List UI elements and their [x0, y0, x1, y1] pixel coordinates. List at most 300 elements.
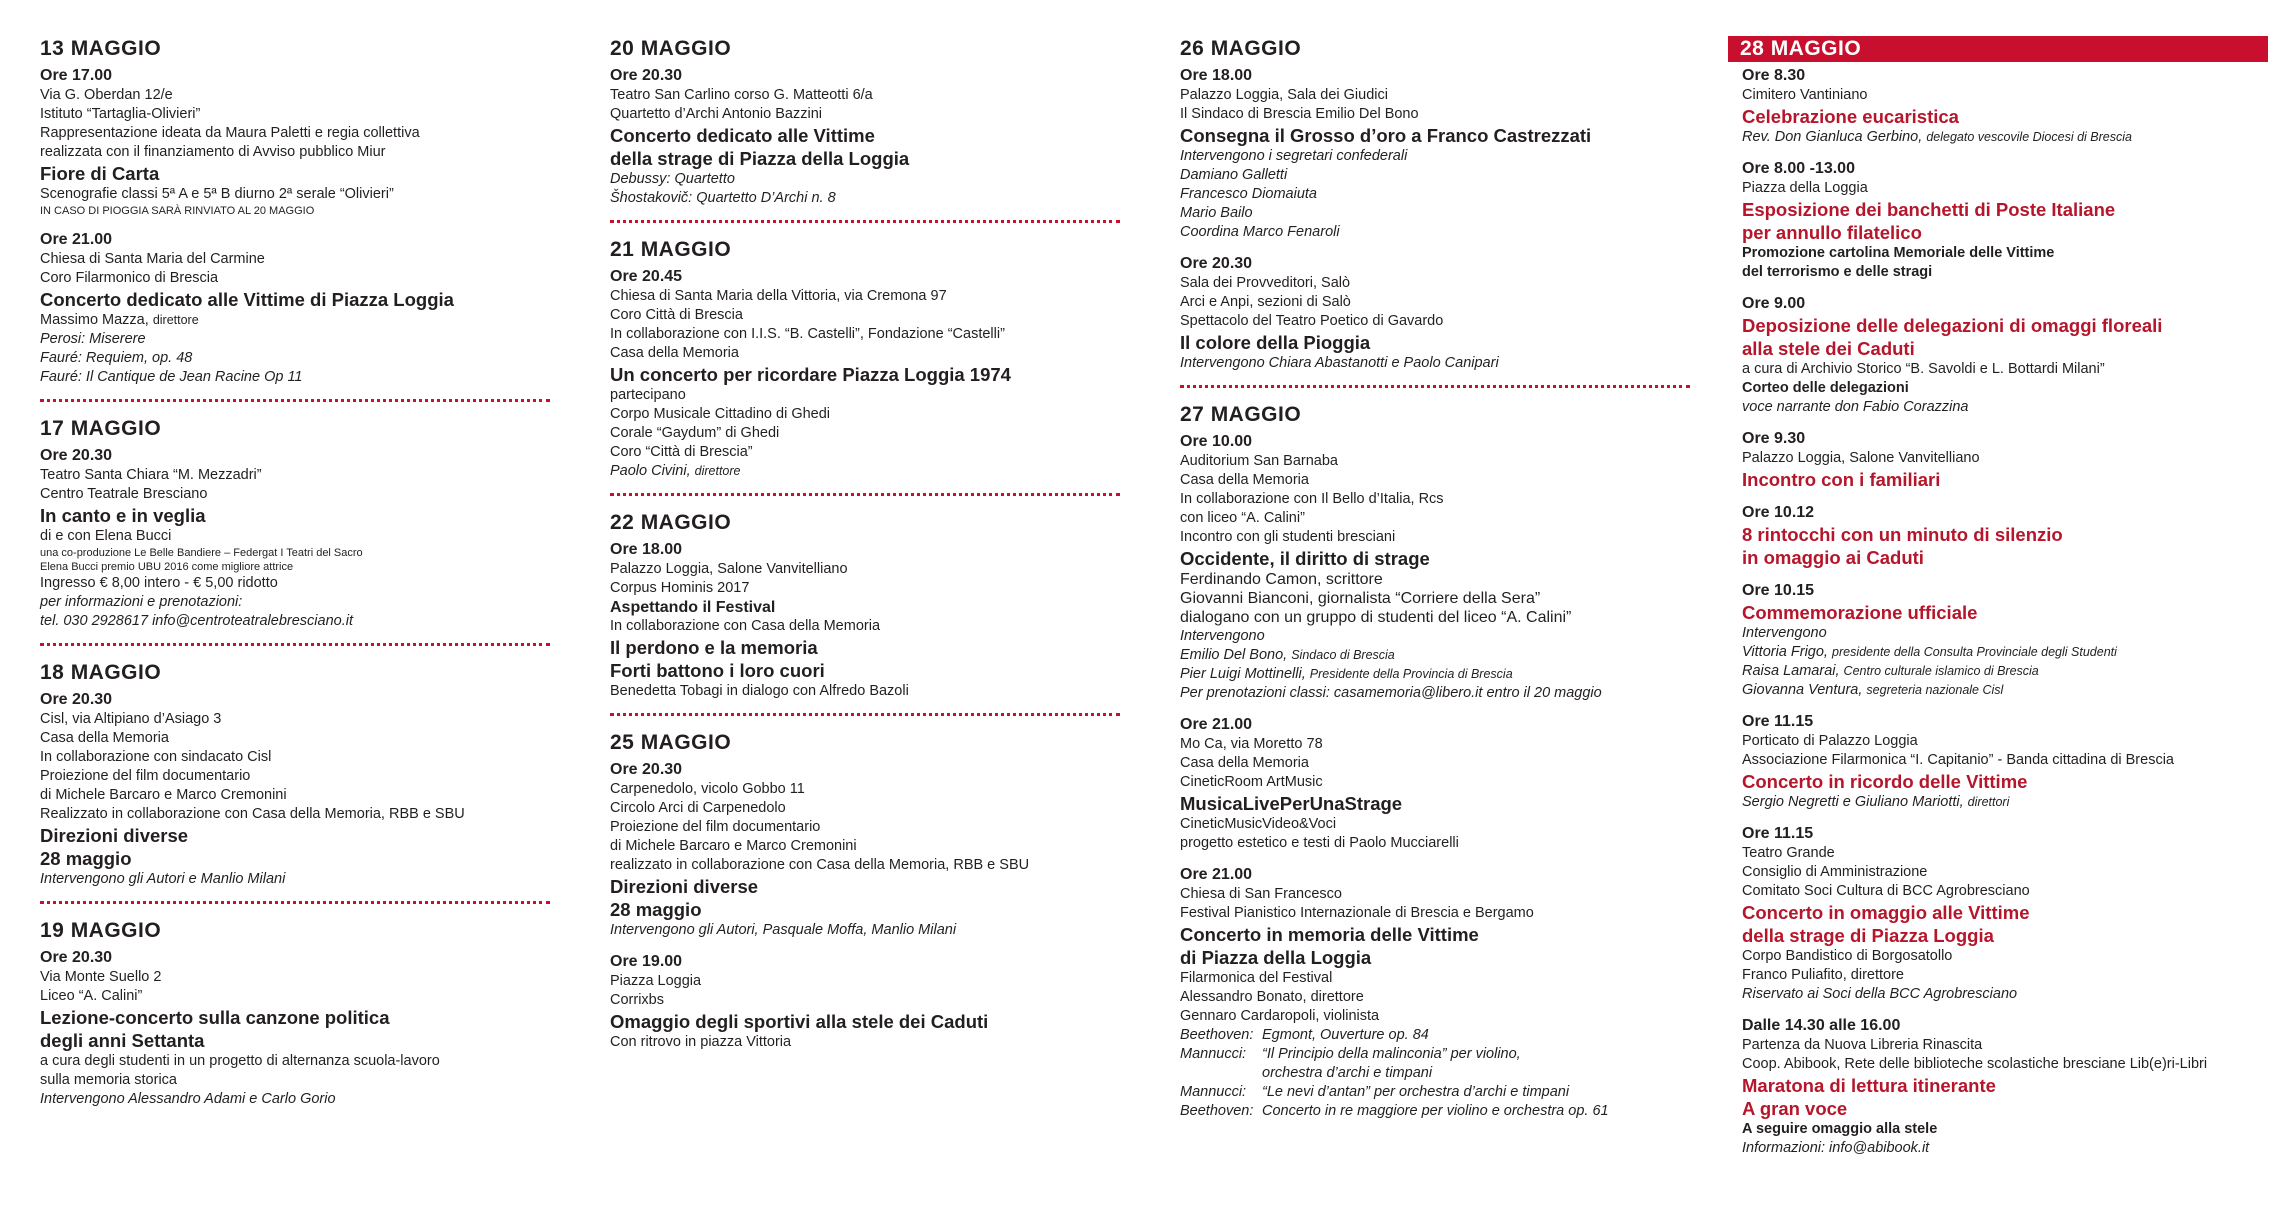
event-line — [40, 560, 560, 574]
line-text: Debussy: Quartetto — [610, 171, 735, 187]
event-line — [1180, 86, 1700, 105]
event-line — [40, 786, 560, 805]
line-text: Corpo Bandistico di Borgosatollo — [1742, 948, 1953, 964]
line-text: Intervengono Alessandro Adami e Carlo Gorio — [40, 1091, 336, 1107]
line-text: Pier Luigi Mottinelli, — [1180, 666, 1306, 682]
line-text: Alessandro Bonato, direttore — [1180, 989, 1364, 1005]
line-text: Il Sindaco di Brescia Emilio Del Bono — [1180, 106, 1419, 122]
day-heading: 17 MAGGIO — [40, 417, 162, 440]
event-line — [40, 311, 560, 330]
event-line — [610, 287, 1130, 306]
dotted-divider — [1180, 385, 1690, 388]
event-line — [610, 405, 1130, 424]
event — [1180, 715, 1700, 853]
event-title: Il perdono e la memoria — [610, 637, 818, 658]
event-line — [610, 189, 1130, 208]
event-line — [610, 598, 1130, 617]
column-2 — [610, 36, 1130, 1064]
event-line — [1742, 844, 2262, 863]
program-row — [1180, 1064, 1700, 1083]
event-line — [1742, 128, 2262, 147]
event-line — [1180, 105, 1700, 124]
program-row — [1180, 1083, 1700, 1102]
event-line — [1180, 773, 1700, 792]
line-text: Via Monte Suello 2 — [40, 969, 162, 985]
event-line — [1180, 490, 1700, 509]
line-role: presidente della Consulta Provinciale degli Studenti — [1832, 645, 2117, 659]
event — [1742, 66, 2262, 147]
line-text: progetto estetico e testi di Paolo Mucciarelli — [1180, 835, 1459, 851]
event-title: Direzioni diverse — [610, 876, 759, 897]
day-heading: 18 MAGGIO — [40, 661, 162, 684]
event-line — [40, 124, 560, 143]
line-text: Coro Città di Brescia — [610, 307, 743, 323]
column-4 — [1742, 36, 2262, 1170]
line-text: Coro “Città di Brescia” — [610, 444, 753, 460]
program-piece: “Il Principio della malinconia” per violino, — [1262, 1046, 1521, 1062]
event-line — [40, 767, 560, 786]
line-text: Damiano Galletti — [1180, 167, 1288, 183]
event-line — [610, 306, 1130, 325]
event-line — [610, 325, 1130, 344]
event — [610, 952, 1130, 1052]
line-text: Elena Bucci premio UBU 2016 come migliore attrice — [40, 561, 294, 573]
event-line — [40, 185, 560, 204]
event-line — [40, 574, 560, 593]
event — [40, 948, 560, 1109]
line-text: Intervengono Chiara Abastanotti e Paolo Canipari — [1180, 355, 1499, 371]
event-time: Ore 20.30 — [40, 949, 113, 966]
dotted-divider — [40, 399, 550, 402]
line-text: Giovanni Bianconi, giornalista “Corriere della Sera” — [1180, 590, 1541, 607]
event-line — [40, 546, 560, 560]
event-time: Ore 9.00 — [1742, 295, 1806, 312]
event-time: Ore 10.00 — [1180, 433, 1253, 450]
line-text: Šhostakovič: Quartetto D’Archi n. 8 — [610, 190, 836, 206]
event-line — [40, 1090, 560, 1109]
event-line — [40, 748, 560, 767]
line-text: Casa della Memoria — [1180, 755, 1309, 771]
event-line — [1180, 834, 1700, 853]
event-time: Ore 11.15 — [1742, 713, 1814, 730]
event-line — [1180, 815, 1700, 834]
event-line — [610, 972, 1130, 991]
event-title: della strage di Piazza Loggia — [1742, 925, 1994, 946]
event-line — [1742, 863, 2262, 882]
line-text: In collaborazione con Il Bello d’Italia, Rcs — [1180, 491, 1444, 507]
line-text: Realizzato in collaborazione con Casa della Memoria, RBB e SBU — [40, 806, 465, 822]
line-role: delegato vescovile Diocesi di Brescia — [1926, 130, 2132, 144]
line-text: voce narrante don Fabio Corazzina — [1742, 399, 1969, 415]
line-text: Palazzo Loggia, Salone Vanvitelliano — [1742, 450, 1980, 466]
event — [1180, 432, 1700, 703]
event-title: 28 maggio — [40, 848, 132, 869]
line-text: Informazioni: info@abibook.it — [1742, 1140, 1930, 1156]
line-text: tel. 030 2928617 info@centroteatralebresciano.it — [40, 613, 353, 629]
event-line — [1180, 509, 1700, 528]
dotted-divider — [610, 220, 1120, 223]
event-line — [1742, 732, 2262, 751]
program-piece: Concerto in re maggiore per violino e orchestra op. 61 — [1262, 1103, 1609, 1119]
day-heading: 21 MAGGIO — [610, 238, 732, 261]
event-line — [40, 349, 560, 368]
event-title: Commemorazione ufficiale — [1742, 602, 1978, 623]
event-time: Ore 20.30 — [610, 67, 683, 84]
line-text: Coro Filarmonico di Brescia — [40, 270, 219, 286]
event-line — [610, 170, 1130, 189]
line-text: Auditorium San Barnaba — [1180, 453, 1338, 469]
program-composer: Mannucci: — [1180, 1084, 1247, 1100]
event-title: per annullo filatelico — [1742, 222, 1922, 243]
line-text: realizzato in collaborazione con Casa della Memoria, RBB e SBU — [610, 857, 1030, 873]
event-line — [40, 204, 560, 218]
event-line — [1742, 793, 2262, 812]
event-line — [40, 1071, 560, 1090]
day-heading: 26 MAGGIO — [1180, 37, 1302, 60]
line-text: Intervengono gli Autori e Manlio Milani — [40, 871, 286, 887]
event — [1180, 254, 1700, 373]
event-line — [1180, 570, 1700, 589]
event-time: Ore 20.30 — [40, 691, 113, 708]
event-title: Il colore della Pioggia — [1180, 332, 1371, 353]
event-line — [1742, 449, 2262, 468]
event-time: Ore 21.00 — [1180, 866, 1253, 883]
day-heading: 22 MAGGIO — [610, 511, 732, 534]
event-line — [40, 330, 560, 349]
line-text: Sala dei Provveditori, Salò — [1180, 275, 1351, 291]
event — [1742, 294, 2262, 417]
event-title: Concerto dedicato alle Vittime di Piazza Loggia — [40, 289, 454, 310]
event-line — [1180, 204, 1700, 223]
event-line — [1180, 1007, 1700, 1026]
line-text: Centro Teatrale Bresciano — [40, 486, 208, 502]
line-text: A seguire omaggio alla stele — [1742, 1121, 1938, 1137]
event-line — [1180, 904, 1700, 923]
event-line — [1742, 1036, 2262, 1055]
day-heading: 25 MAGGIO — [610, 731, 732, 754]
line-text: di e con Elena Bucci — [40, 528, 172, 544]
event-title: Direzioni diverse — [40, 825, 189, 846]
event — [40, 66, 560, 218]
event-title: di Piazza della Loggia — [1180, 947, 1372, 968]
line-text: di Michele Barcaro e Marco Cremonini — [40, 787, 287, 803]
event-title: Concerto in ricordo delle Vittime — [1742, 771, 2028, 792]
event-title: Occidente, il diritto di strage — [1180, 548, 1430, 569]
line-text: a cura degli studenti in un progetto di alternanza scuola-lavoro — [40, 1053, 440, 1069]
line-text: Con ritrovo in piazza Vittoria — [610, 1034, 792, 1050]
event-line — [40, 250, 560, 269]
line-text: Piazza Loggia — [610, 973, 702, 989]
event-line — [1180, 223, 1700, 242]
program-row — [1180, 1102, 1700, 1121]
program-composer: Beethoven: — [1180, 1027, 1254, 1043]
line-text: Corale “Gaydum” di Ghedi — [610, 425, 780, 441]
event-line — [1180, 312, 1700, 331]
line-text: del terrorismo e delle stragi — [1742, 264, 1933, 280]
line-text: Partenza da Nuova Libreria Rinascita — [1742, 1037, 1983, 1053]
event-line — [1180, 589, 1700, 608]
line-role: direttori — [1967, 795, 2010, 809]
event-line — [610, 105, 1130, 124]
line-text: Vittoria Frigo, — [1742, 644, 1828, 660]
event-line — [610, 921, 1130, 940]
line-text: Ingresso € 8,00 intero - € 5,00 ridotto — [40, 575, 278, 591]
line-text: Fauré: Requiem, op. 48 — [40, 350, 193, 366]
event-line — [610, 86, 1130, 105]
line-text: Via G. Oberdan 12/e — [40, 87, 173, 103]
event — [40, 446, 560, 631]
line-text: Corrixbs — [610, 992, 664, 1008]
line-text: per informazioni e prenotazioni: — [40, 594, 243, 610]
line-text: Massimo Mazza, — [40, 312, 149, 328]
line-text: Sergio Negretti e Giuliano Mariotti, — [1742, 794, 1964, 810]
event-line — [1742, 966, 2262, 985]
column-3 — [1180, 36, 1700, 1133]
event-line — [40, 593, 560, 612]
line-text: CineticRoom ArtMusic — [1180, 774, 1323, 790]
line-text: Cisl, via Altipiano d’Asiago 3 — [40, 711, 222, 727]
event-title: Un concerto per ricordare Piazza Loggia 1974 — [610, 364, 1011, 385]
event-line — [1742, 263, 2262, 282]
event-time: Ore 21.00 — [40, 231, 113, 248]
program-row — [1180, 1026, 1700, 1045]
dotted-divider — [40, 643, 550, 646]
day-heading: 13 MAGGIO — [40, 37, 162, 60]
line-text: Chiesa di Santa Maria del Carmine — [40, 251, 265, 267]
line-text: Rappresentazione ideata da Maura Paletti e regia collettiva — [40, 125, 420, 141]
event-line — [1180, 452, 1700, 471]
event — [1180, 865, 1700, 1121]
line-text: Per prenotazioni classi: casamemoria@libero.it entro il 20 maggio — [1180, 685, 1602, 701]
line-role: Presidente della Provincia di Brescia — [1309, 667, 1513, 681]
event-time: Ore 8.00 -13.00 — [1742, 160, 1855, 177]
event-line — [610, 386, 1130, 405]
event — [40, 230, 560, 387]
event-line — [40, 466, 560, 485]
line-text: Palazzo Loggia, Sala dei Giudici — [1180, 87, 1388, 103]
event-time: Ore 18.00 — [610, 541, 683, 558]
line-text: Arci e Anpi, sezioni di Salò — [1180, 294, 1351, 310]
event-title: in omaggio ai Caduti — [1742, 547, 1924, 568]
event-line — [40, 710, 560, 729]
event-line — [1742, 179, 2262, 198]
event-time: Ore 20.30 — [1180, 255, 1253, 272]
event-line — [40, 368, 560, 387]
event-line — [1180, 754, 1700, 773]
program-row — [1180, 1045, 1700, 1064]
event-line — [610, 344, 1130, 363]
line-text: Aspettando il Festival — [610, 599, 776, 616]
event-line — [1180, 185, 1700, 204]
line-text: Emilio Del Bono, — [1180, 647, 1288, 663]
line-text: Palazzo Loggia, Salone Vanvitelliano — [610, 561, 848, 577]
line-text: Porticato di Palazzo Loggia — [1742, 733, 1918, 749]
event-line — [40, 987, 560, 1006]
column-1 — [40, 36, 560, 1121]
event-line — [1742, 1139, 2262, 1158]
event-title: MusicaLivePerUnaStrage — [1180, 793, 1403, 814]
event-title: alla stele dei Caduti — [1742, 338, 1915, 359]
line-text: Intervengono — [1180, 628, 1265, 644]
line-text: Proiezione del film documentario — [610, 819, 821, 835]
event-line — [1180, 988, 1700, 1007]
event — [1742, 824, 2262, 1004]
event — [610, 267, 1130, 481]
line-text: Fauré: Il Cantique de Jean Racine Op 11 — [40, 369, 303, 385]
event-line — [40, 269, 560, 288]
line-text: Raisa Lamarai, — [1742, 663, 1840, 679]
line-text: Chiesa di San Francesco — [1180, 886, 1342, 902]
day-heading: 27 MAGGIO — [1180, 403, 1302, 426]
line-text: Perosi: Miserere — [40, 331, 146, 347]
event — [1180, 66, 1700, 242]
day-heading: 20 MAGGIO — [610, 37, 732, 60]
event-line — [610, 799, 1130, 818]
event-line — [610, 424, 1130, 443]
line-text: con liceo “A. Calini” — [1180, 510, 1305, 526]
event-line — [1742, 86, 2262, 105]
event-time: Dalle 14.30 alle 16.00 — [1742, 1017, 1901, 1034]
line-text: CineticMusicVideo&Voci — [1180, 816, 1337, 832]
dotted-divider — [610, 493, 1120, 496]
event-line — [1742, 398, 2262, 417]
event-title: Esposizione dei banchetti di Poste Italiane — [1742, 199, 2116, 220]
event — [610, 540, 1130, 701]
event-line — [1742, 643, 2262, 662]
line-text: Spettacolo del Teatro Poetico di Gavardo — [1180, 313, 1444, 329]
event-line — [1180, 147, 1700, 166]
line-text: Teatro Santa Chiara “M. Mezzadri” — [40, 467, 262, 483]
event — [1742, 712, 2262, 812]
line-text: Rev. Don Gianluca Gerbino, — [1742, 129, 1923, 145]
event-line — [1742, 985, 2262, 1004]
event-title: 8 rintocchi con un minuto di silenzio — [1742, 524, 2063, 545]
line-text: Paolo Civini, — [610, 463, 691, 479]
event — [1742, 429, 2262, 491]
event-line — [610, 579, 1130, 598]
line-text: Scenografie classi 5ª A e 5ª B diurno 2ª serale “Olivieri” — [40, 186, 394, 202]
event-title: A gran voce — [1742, 1098, 1848, 1119]
event-line — [610, 682, 1130, 701]
event-time: Ore 10.15 — [1742, 582, 1815, 599]
event-line — [40, 86, 560, 105]
event-line — [1180, 735, 1700, 754]
event-title: Celebrazione eucaristica — [1742, 106, 1959, 127]
event-line — [1180, 684, 1700, 703]
event-title: Fiore di Carta — [40, 163, 160, 184]
event-line — [610, 780, 1130, 799]
line-text: Carpenedolo, vicolo Gobbo 11 — [610, 781, 805, 797]
line-text: a cura di Archivio Storico “B. Savoldi e L. Bottardi Milani” — [1742, 361, 2105, 377]
line-text: Piazza della Loggia — [1742, 180, 1868, 196]
event-line — [610, 617, 1130, 636]
event-time: Ore 21.00 — [1180, 716, 1253, 733]
line-text: Chiesa di Santa Maria della Vittoria, via Cremona 97 — [610, 288, 947, 304]
event-line — [610, 991, 1130, 1010]
event-title: In canto e in veglia — [40, 505, 206, 526]
event-time: Ore 10.12 — [1742, 504, 1815, 521]
line-text: Teatro Grande — [1742, 845, 1835, 861]
event-title: Concerto in memoria delle Vittime — [1180, 924, 1479, 945]
line-text: Corpo Musicale Cittadino di Ghedi — [610, 406, 831, 422]
dotted-divider — [40, 901, 550, 904]
event — [40, 690, 560, 889]
dotted-divider — [610, 713, 1120, 716]
event-title: Maratona di lettura itinerante — [1742, 1075, 1996, 1096]
event-line — [1742, 947, 2262, 966]
line-role: direttore — [694, 464, 741, 478]
event-time: Ore 8.30 — [1742, 67, 1806, 84]
event — [1742, 159, 2262, 282]
line-text: Circolo Arci di Carpenedolo — [610, 800, 786, 816]
event-time: Ore 18.00 — [1180, 67, 1253, 84]
line-text: In collaborazione con sindacato Cisl — [40, 749, 272, 765]
event-line — [1180, 646, 1700, 665]
event-time: Ore 20.30 — [40, 447, 113, 464]
event-title: Omaggio degli sportivi alla stele dei Caduti — [610, 1011, 989, 1032]
program-composer: Beethoven: — [1180, 1103, 1254, 1119]
line-text: Corpus Hominis 2017 — [610, 580, 750, 596]
program-composer: Mannucci: — [1180, 1046, 1247, 1062]
event-title: Lezione-concerto sulla canzone politica — [40, 1007, 390, 1028]
line-text: di Michele Barcaro e Marco Cremonini — [610, 838, 857, 854]
program-piece: Egmont, Ouverture op. 84 — [1262, 1027, 1429, 1043]
event-title: della strage di Piazza della Loggia — [610, 148, 910, 169]
event-line — [610, 837, 1130, 856]
event — [610, 66, 1130, 208]
event-line — [1180, 885, 1700, 904]
event-title: degli anni Settanta — [40, 1030, 205, 1051]
event-title: Forti battono i loro cuori — [610, 660, 825, 681]
line-text: Intervengono gli Autori, Pasquale Moffa, Manlio Milani — [610, 922, 957, 938]
event-line — [1742, 681, 2262, 700]
line-text: sulla memoria storica — [40, 1072, 177, 1088]
line-text: Gennaro Cardaropoli, violinista — [1180, 1008, 1380, 1024]
event-line — [1742, 244, 2262, 263]
event-line — [40, 143, 560, 162]
event-line — [40, 612, 560, 631]
day-heading: 28 MAGGIO — [1728, 36, 2268, 62]
event-title: Concerto dedicato alle Vittime — [610, 125, 875, 146]
event-line — [40, 870, 560, 889]
event-line — [1742, 662, 2262, 681]
event-line — [1180, 528, 1700, 547]
line-text: Coop. Abibook, Rete delle biblioteche scolastiche bresciane Lib(e)ri-Libri — [1742, 1056, 2208, 1072]
day-heading: 19 MAGGIO — [40, 919, 162, 942]
event-title: 28 maggio — [610, 899, 702, 920]
event-line — [40, 805, 560, 824]
event-line — [1742, 624, 2262, 643]
line-text: partecipano — [610, 387, 686, 403]
line-text: Filarmonica del Festival — [1180, 970, 1333, 986]
line-text: In collaborazione con I.I.S. “B. Castelli”, Fondazione “Castelli” — [610, 326, 1005, 342]
line-text: Intervengono i segretari confederali — [1180, 148, 1408, 164]
line-text: una co-produzione Le Belle Bandiere – Federgat I Teatri del Sacro — [40, 547, 363, 559]
line-text: Francesco Diomaiuta — [1180, 186, 1317, 202]
event-line — [1180, 166, 1700, 185]
line-role: Centro culturale islamico di Brescia — [1843, 664, 2039, 678]
event-line — [1742, 751, 2262, 770]
line-text: Coordina Marco Fenaroli — [1180, 224, 1340, 240]
line-text: Proiezione del film documentario — [40, 768, 251, 784]
program-composer — [1180, 1064, 1262, 1083]
line-text: Casa della Memoria — [610, 345, 739, 361]
line-text: IN CASO DI PIOGGIA SARÀ RINVIATO AL 20 MAGGIO — [40, 205, 315, 217]
line-text: Liceo “A. Calini” — [40, 988, 143, 1004]
line-text: dialogano con un gruppo di studenti del liceo “A. Calini” — [1180, 609, 1572, 626]
event-line — [1180, 354, 1700, 373]
line-text: Festival Pianistico Internazionale di Brescia e Bergamo — [1180, 905, 1534, 921]
